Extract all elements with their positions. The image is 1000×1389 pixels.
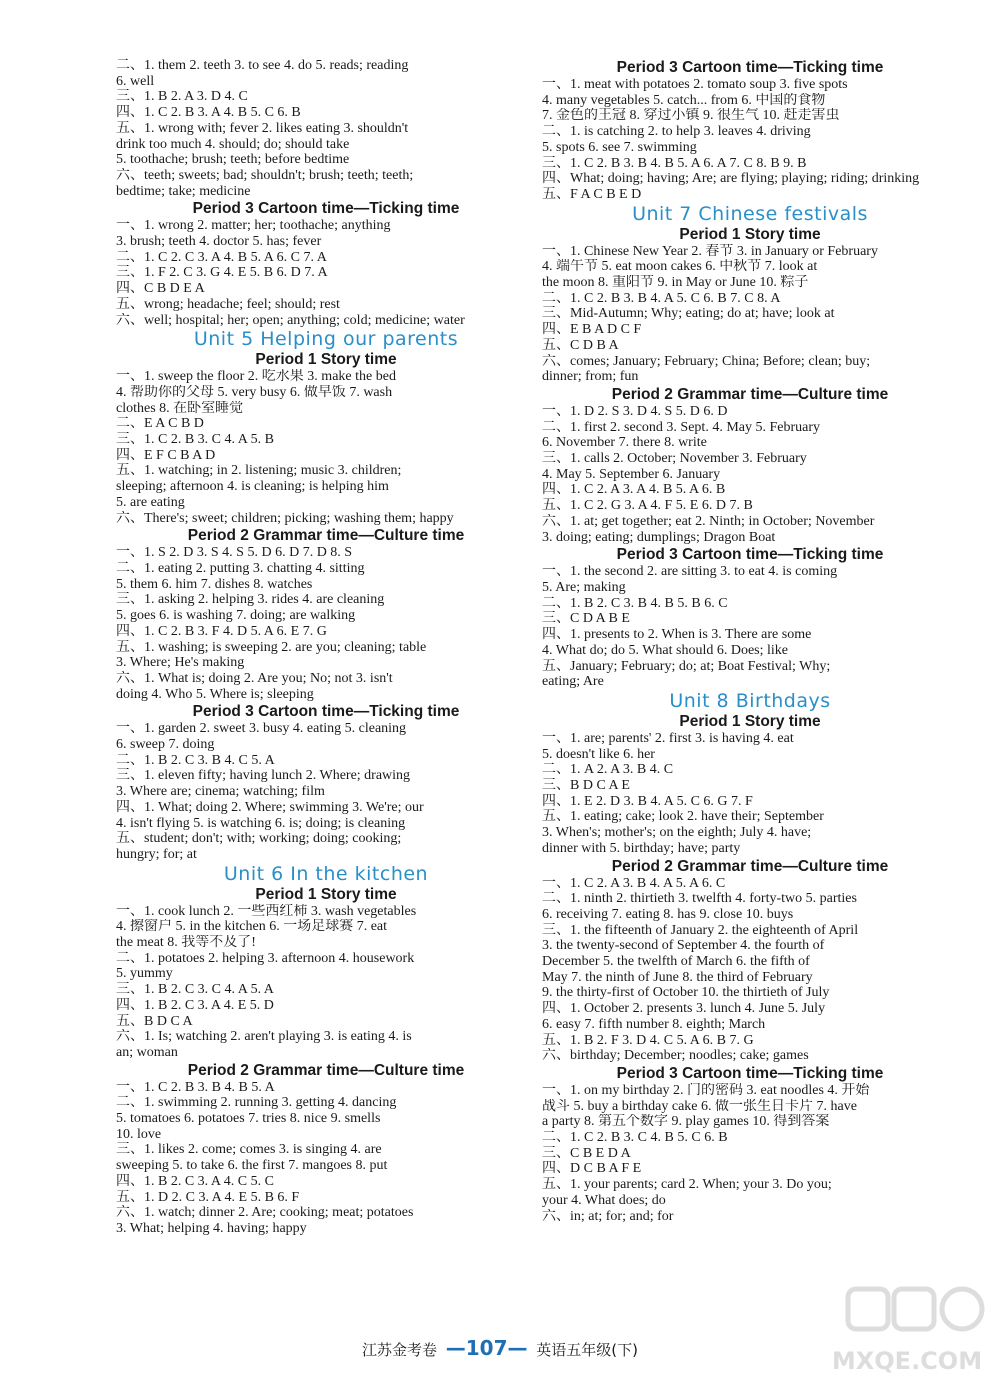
answer-line: 六、well; hospital; her; open; anything; cold; medicine; water [116,312,465,328]
answer-line: 五、1. B 2. F 3. D 4. C 5. A 6. B 7. G [542,1032,754,1048]
answer-line: 二、1. ninth 2. thirtieth 3. twelfth 4. forty-two 5. parties [542,891,857,907]
answer-line: May 7. the ninth of June 8. the third of February [542,969,813,985]
answer-line: 二、1. first 2. second 3. Sept. 4. May 5. February [542,419,821,435]
answer-line: 4. May 5. September 6. January [542,466,721,482]
answer-line: 四、1. E 2. D 3. B 4. A 5. C 6. G 7. F [542,793,753,809]
answer-line: 3. When's; mother's; on the eighth; July 4. have; [542,825,812,841]
answer-line: 3. Where are; cinema; watching; film [116,784,325,800]
answer-line: your 4. What does; do [542,1192,666,1208]
period-heading: Period 3 Cartoon time—Ticking time [616,59,884,76]
answer-line: 二、E A C B D [116,416,204,432]
answer-line: 五、C D B A [542,337,619,353]
period-heading: Period 3 Cartoon time—Ticking time [192,703,460,721]
answer-line: the meat 8. 我等不及了! [116,935,256,951]
answer-line: 三、1. C 2. B 3. B 4. B 5. A 6. A 7. C 8. B 9. B [542,155,807,171]
answer-line: 二、1. C 2. B 3. C 4. B 5. C 6. B [542,1130,728,1146]
answer-line: hungry; for; at [116,846,197,862]
answer-line: the moon 8. 重阳节 9. in May or June 10. 粽子 [542,275,809,291]
answer-line: 6. sweep 7. doing [116,737,215,753]
answer-line: dinner; from; fun [542,369,639,385]
period-heading: Period 2 Grammar time—Culture time [187,527,465,545]
answer-line: 一、1. garden 2. sweet 3. busy 4. eating 5. cleaning [116,721,407,737]
answer-line: 一、1. cook lunch 2. 一些西红柿 3. wash vegetables [116,903,417,919]
answer-line: 5. yummy [116,966,173,982]
answer-line: 五、F A C B E D [542,186,642,202]
period-heading: Period 3 Cartoon time—Ticking time [616,546,884,564]
answer-line: clothes 8. 在卧室睡觉 [116,400,244,416]
answer-line: 六、comes; January; February; China; Before; clean; buy; [542,353,871,369]
answer-line: eating; Are [542,674,604,690]
answer-line: 五、B D C A [116,1013,193,1029]
answer-line: 4. 端午节 5. eat moon cakes 6. 中秋节 7. look at [542,259,818,275]
answer-line: 一、1. C 2. A 3. B 4. A 5. A 6. C [542,875,726,891]
period-heading: Period 1 Story time [255,885,397,903]
answer-line: 五、1. C 2. G 3. A 4. F 5. E 6. D 7. B [542,498,753,514]
answer-line: 一、1. are; parents' 2. first 3. is having 4. eat [542,730,794,746]
answer-line: 六、birthday; December; noodles; cake; games [542,1048,809,1064]
answer-line: 三、B D C A E [542,778,630,794]
answer-line: 四、1. C 2. B 3. F 4. D 5. A 6. E 7. G [116,623,327,639]
answer-line: 5. tomatoes 6. potatoes 7. tries 8. nice 9. smells [116,1111,381,1127]
answer-line: 5. are eating [116,494,185,510]
answer-line: 二、1. B 2. C 3. B 4. B 5. B 6. C [542,595,728,611]
subject-label: 英语五年级(下) [536,1341,639,1359]
answer-line: December 5. the twelfth of March 6. the fifth of [542,954,810,970]
period-heading: Period 1 Story time [255,351,397,369]
answer-line: 六、1. Is; watching 2. aren't playing 3. is eating 4. is [116,1029,412,1045]
answer-line: 四、1. C 2. A 3. A 4. B 5. A 6. B [542,482,726,498]
answer-line: 5. goes 6. is washing 7. doing; are walking [116,608,356,624]
answer-line: 一、1. meat with potatoes 2. tomato soup 3. five spots [542,77,848,92]
answer-line: 三、Mid-Autumn; Why; eating; do at; have; look at [542,306,835,322]
watermark-text: MXQE.COM [831,1347,983,1375]
answer-line: 五、student; don't; with; working; doing; cooking; [116,831,402,847]
answer-line: 二、1. eating 2. putting 3. chatting 4. sitting [116,560,365,576]
answer-line: 五、1. eating; cake; look 2. have their; September [542,809,824,825]
period-heading: Period 2 Grammar time—Culture time [611,857,889,875]
unit-heading: Unit 8 Birthdays [669,689,831,712]
answer-line: 四、1. What; doing 2. Where; swimming 3. We're; our [116,799,424,815]
answer-line: 6. easy 7. fifth number 8. eighth; March [542,1016,766,1032]
answer-line: bedtime; take; medicine [116,183,251,199]
answer-line: 三、1. calls 2. October; November 3. February [542,451,807,467]
answer-column-right [542,58,958,1224]
answer-line: 5. spots 6. see 7. swimming [542,139,697,155]
answer-line: 一、1. D 2. S 3. D 4. S 5. D 6. D [542,403,728,419]
period-heading: Period 2 Grammar time—Culture time [187,1061,465,1079]
answer-line: 6. receiving 7. eating 8. has 9. close 10. buys [542,906,794,922]
answer-line: 一、1. C 2. B 3. B 4. B 5. A [116,1079,275,1095]
answer-line: 四、1. presents to 2. When is 3. There are some [542,627,812,643]
answer-line: 二、1. C 2. B 3. B 4. A 5. C 6. B 7. C 8. A [542,290,781,306]
answer-line: 三、1. likes 2. come; comes 3. is singing 4. are [116,1142,382,1158]
answer-line: 四、1. C 2. B 3. A 4. B 5. C 6. B [116,105,301,121]
period-heading: Period 2 Grammar time—Culture time [611,385,889,403]
answer-line: 四、1. B 2. C 3. A 4. C 5. C [116,1173,274,1189]
answer-line: 3. What; helping 4. having; happy [116,1221,307,1236]
answer-line: 一、1. the second 2. are sitting 3. to eat 4. is coming [542,564,838,580]
answer-line: 三、1. asking 2. helping 3. rides 4. are cleaning [116,592,385,608]
answer-line: 四、C B D E A [116,281,205,297]
answer-line: 4. isn't flying 5. is watching 6. is; doing; is cleaning [116,815,406,831]
answer-line: 二、1. potatoes 2. helping 3. afternoon 4. housework [116,950,415,966]
answer-line: sweeping 5. to take 6. the first 7. mangoes 8. put [116,1158,388,1174]
answer-line: 三、1. C 2. B 3. C 4. A 5. B [116,432,274,448]
answer-line: 三、1. the fifteenth of January 2. the eighteenth of April [542,922,859,938]
period-heading: Period 3 Cartoon time—Ticking time [192,200,460,218]
answer-line: 三、1. B 2. A 3. D 4. C [116,89,248,105]
watermark-logo [828,1285,986,1381]
answer-line: 三、C D A B E [542,611,630,627]
answer-line: 六、1. What is; doing 2. Are you; No; not 3. isn't [116,670,393,686]
answer-line: 一、1. on my birthday 2. 门的密码 3. eat noodles 4. 开始 [542,1082,870,1098]
answer-line: 三、1. F 2. C 3. G 4. E 5. B 6. D 7. A [116,265,328,281]
answer-line: 7. 金色的王冠 8. 穿过小镇 9. 很生气 10. 赶走害虫 [542,108,840,124]
book-title: 江苏金考卷 [361,1341,437,1359]
answer-line: 一、1. Chinese New Year 2. 春节 3. in January or February [542,243,878,259]
period-heading: Period 1 Story time [679,712,821,730]
answer-line: 五、1. your parents; card 2. When; your 3. Do you; [542,1177,832,1193]
answer-line: 6. well [116,73,155,89]
answer-line: 4. 帮助你的父母 5. very busy 6. 做早饭 7. wash [116,384,393,400]
answer-line: sleeping; afternoon 4. is cleaning; is helping him [116,479,389,495]
answer-line: 5. Are; making [542,579,626,595]
answer-line: 六、teeth; sweets; bad; shouldn't; brush; teeth; teeth; [116,167,414,183]
answer-line: 二、1. swimming 2. running 3. getting 4. dancing [116,1095,397,1111]
answer-line: 六、in; at; for; and; for [542,1208,674,1224]
answer-line: 9. the thirty-first of October 10. the thirtieth of July [542,985,830,1001]
answer-line: 三、C B E D A [542,1145,631,1161]
unit-heading: Unit 7 Chinese festivals [632,202,868,225]
answer-line: 4. 擦窗户 5. in the kitchen 6. 一场足球赛 7. eat [116,919,388,935]
answer-line: 一、1. sweep the floor 2. 吃水果 3. make the bed [116,369,396,385]
answer-line: 3. brush; teeth 4. doctor 5. has; fever [116,234,322,250]
answer-line: an; woman [116,1044,178,1060]
answer-line: 4. What do; do 5. What should 6. Does; like [542,642,789,658]
answer-line: 一、1. S 2. D 3. S 4. S 5. D 6. D 7. D 8. S [116,545,353,561]
answer-line: dinner with 5. birthday; have; party [542,840,741,856]
answer-line: 五、wrong; headache; feel; should; rest [116,296,340,312]
period-heading: Period 1 Story time [679,225,821,243]
answer-line: 四、1. October 2. presents 3. lunch 4. June 5. July [542,1001,826,1017]
answer-line: 二、1. B 2. C 3. B 4. C 5. A [116,752,275,768]
answer-line: 二、1. C 2. C 3. A 4. B 5. A 6. C 7. A [116,249,327,265]
answer-line: 5. toothache; brush; teeth; before bedtime [116,152,350,168]
answer-column-left [116,58,536,1237]
unit-heading: Unit 6 In the kitchen [223,862,429,885]
answer-line: 5. doesn't like 6. her [542,746,655,762]
answer-line: 一、1. wrong 2. matter; her; toothache; anything [116,218,391,234]
answer-line: drink too much 4. should; do; should take [116,136,350,152]
answer-line: 四、D C B A F E [542,1161,642,1177]
answer-line: 五、1. watching; in 2. listening; music 3. children; [116,463,402,479]
answer-line: 六、1. at; get together; eat 2. Ninth; in October; November [542,513,875,529]
answer-line: 四、E B A D C F [542,322,642,338]
answer-line: 五、1. wrong with; fever 2. likes eating 3. shouldn't [116,120,409,136]
unit-heading: Unit 5 Helping our parents [193,328,459,351]
answer-line: 四、What; doing; having; Are; are flying; playing; riding; drinking [542,171,920,187]
answer-line: 二、1. A 2. A 3. B 4. C [542,762,674,778]
answer-line: 五、1. washing; is sweeping 2. are you; cleaning; table [116,639,427,655]
answer-line: 三、1. eleven fifty; having lunch 2. Where; drawing [116,768,411,784]
answer-line: 二、1. is catching 2. to help 3. leaves 4. driving [542,124,811,140]
answer-line: 六、There's; sweet; children; picking; washing them; happy [116,510,454,526]
answer-line: 六、1. watch; dinner 2. Are; cooking; meat; potatoes [116,1205,414,1221]
answer-line: 战斗 5. buy a birthday cake 6. 做一张生日卡片 7. have [542,1098,857,1114]
answer-line: 四、E F C B A D [116,447,216,463]
answer-line: 五、January; February; do; at; Boat Festival; Why; [542,658,831,674]
answer-line: 5. them 6. him 7. dishes 8. watches [116,576,313,592]
answer-line: 五、1. D 2. C 3. A 4. E 5. B 6. F [116,1189,300,1205]
answer-line: 二、1. them 2. teeth 3. to see 4. do 5. reads; reading [116,58,409,73]
answer-line: 3. Where; He's making [116,655,245,671]
answer-line: 三、1. B 2. C 3. C 4. A 5. A [116,982,274,998]
answer-line: 3. the twenty-second of September 4. the fourth of [542,938,825,954]
answer-line: 3. doing; eating; dumplings; Dragon Boat [542,529,776,545]
answer-line: 四、1. B 2. C 3. A 4. E 5. D [116,997,274,1013]
answer-line: a party 8. 第五个数字 9. play games 10. 得到答案 [542,1114,830,1130]
answer-line: 6. November 7. there 8. write [542,435,707,451]
answer-line: 10. love [116,1126,162,1142]
period-heading: Period 3 Cartoon time—Ticking time [616,1064,884,1082]
answer-line: doing 4. Who 5. Where is; sleeping [116,686,314,702]
answer-line: 4. many vegetables 5. catch... from 6. 中国的食物 [542,92,826,108]
page-number: —107— [445,1336,528,1360]
